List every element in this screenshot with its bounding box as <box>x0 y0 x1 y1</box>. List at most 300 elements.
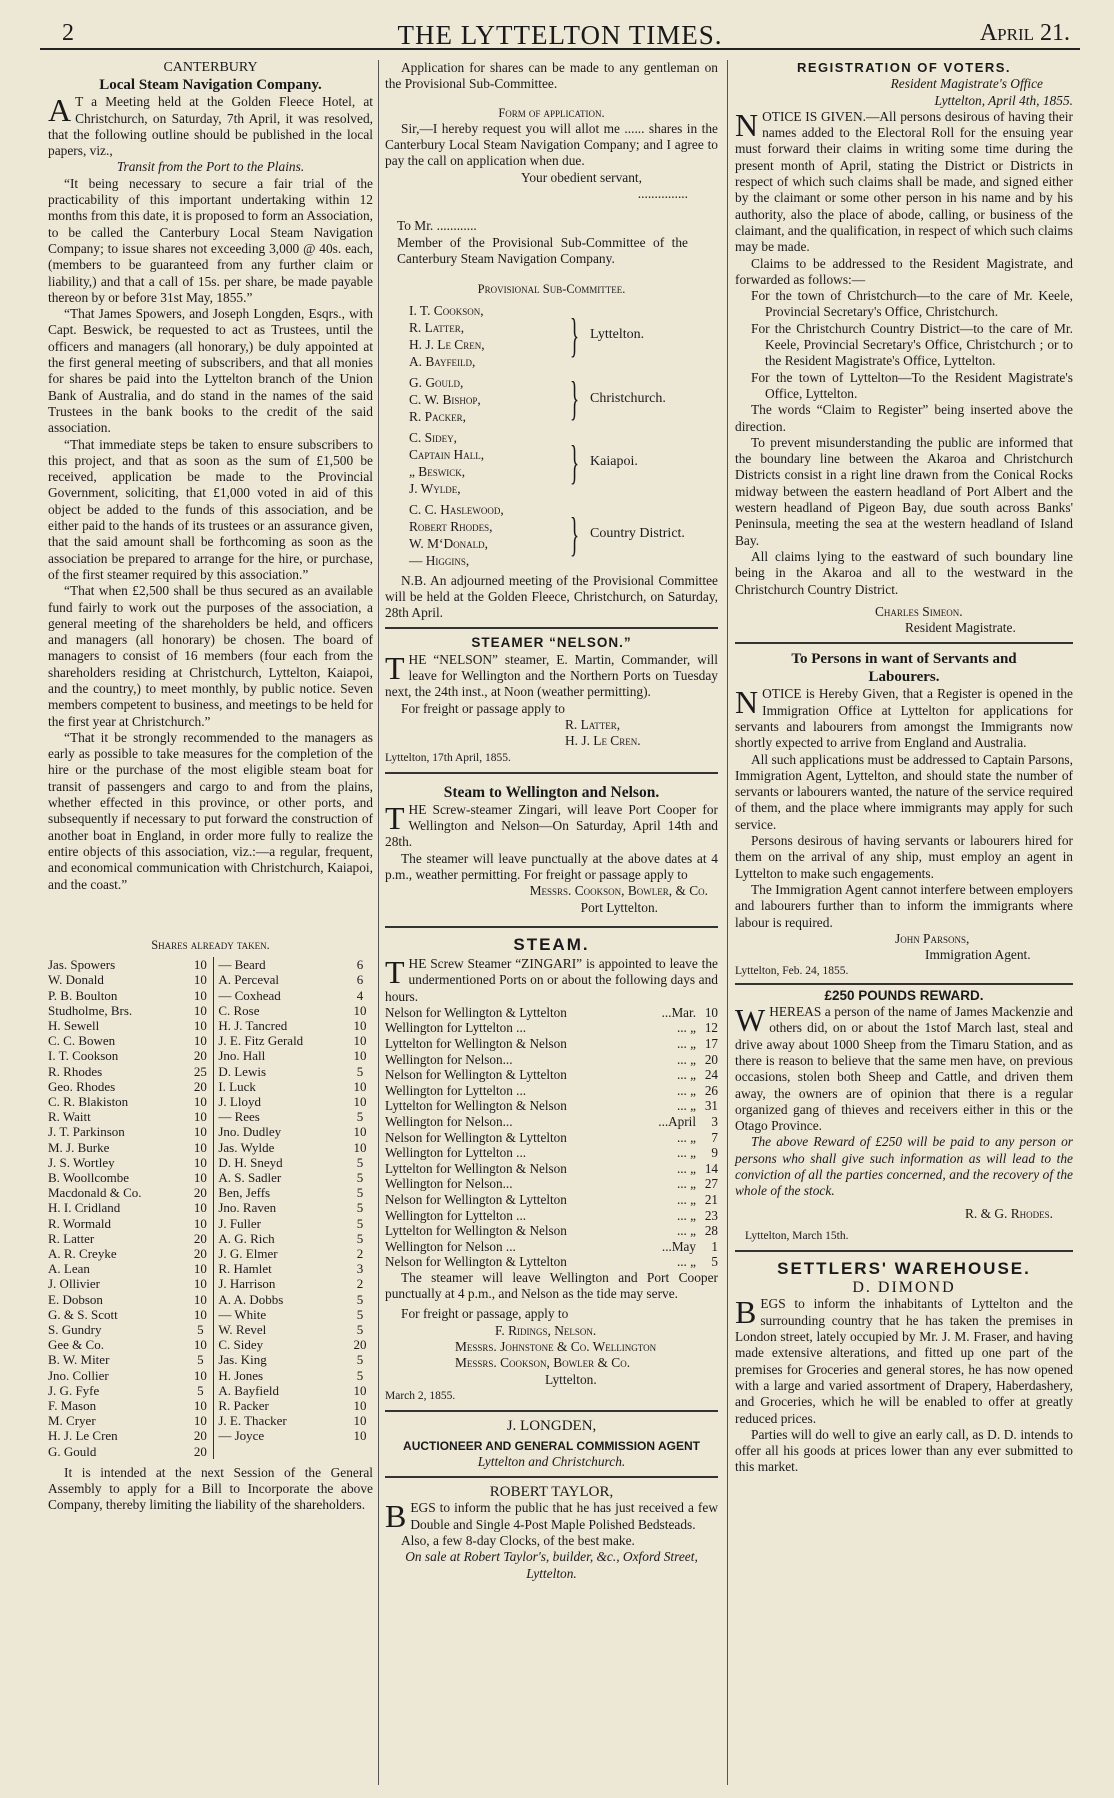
shareholder-name: J. G. Fyfe <box>48 1382 100 1398</box>
share-count: 10 <box>193 1109 207 1125</box>
column-3 <box>735 60 1073 1476</box>
shareholder-name: J. E. Thacker <box>214 1413 347 1428</box>
divider <box>385 772 718 774</box>
share-count: 6 <box>356 972 364 988</box>
signature: R. & G. Rhodes. <box>964 1205 1053 1221</box>
office-line: Resident Magistrate's Office <box>890 76 1043 92</box>
share-count: 5 <box>356 1291 364 1307</box>
committee-member: G. Gould, <box>409 374 464 390</box>
share-count: 20 <box>193 1185 207 1201</box>
form-heading: Form of application. <box>498 105 605 120</box>
column-2 <box>385 60 718 1582</box>
share-count: 10 <box>193 957 207 973</box>
share-count: 5 <box>356 1322 364 1338</box>
share-count: 5 <box>356 1215 364 1231</box>
divider <box>735 642 1073 644</box>
share-count: 5 <box>197 1352 204 1368</box>
ad-place: Lyttelton and Christchurch. <box>477 1453 626 1469</box>
shareholder-name: J. E. Fitz Gerald <box>214 1033 347 1048</box>
shares-row <box>48 1170 373 1185</box>
share-count: 10 <box>353 1413 367 1429</box>
brace-glyph: } <box>569 372 580 426</box>
ad-title: SETTLERS' WAREHOUSE. <box>777 1259 1031 1279</box>
shareholder-name: C. R. Blakiston <box>48 1093 129 1109</box>
day: 31 <box>704 1098 718 1114</box>
month: ... „ <box>676 1067 696 1083</box>
month: ... „ <box>676 1176 696 1192</box>
shareholder-name: H. Jones <box>214 1368 347 1383</box>
schedule-row <box>385 1067 718 1083</box>
month: ... „ <box>676 1098 696 1114</box>
shares-row <box>48 1322 373 1337</box>
article-paragraph: “That immediate steps be taken to ensure subscribers to this project, and that as soon as the sum of £1,500 be received, application be made to the Provincial Government, soliciting, that £1,000 voted in aid of this object be added to the funds of this association, and be either paid to the hands of its trustees or an assurance given, that the said amount shall be forthcoming as soon as the association be prepared to arrange for the hire, or purchase, of the first steamer required by this association.” <box>48 436 373 582</box>
shareholder-name: R. Rhodes <box>48 1063 103 1079</box>
ad-body: The above Reward of £250 will be paid to any person or persons who shall give such information as will lead to the conviction of all the parties concerned, and the recovery of the whole of the stock. <box>735 1134 1073 1199</box>
shares-row <box>48 988 373 1003</box>
ad-body: All such applications must be addressed to Captain Parsons, Immigration Agent, Lyttelton, and should state the number of servants or labourers wanted, the nature of the service required of them, and the place where immigrants may apply for such service. <box>735 751 1073 832</box>
schedule-row <box>385 1223 718 1239</box>
schedule-row <box>385 1052 718 1068</box>
shareholder-name: — Beard <box>214 957 347 972</box>
shareholder-name: J. Lloyd <box>214 1094 347 1109</box>
route: Nelson for Wellington & Lyttelton <box>385 1254 567 1270</box>
ad-body: THE Screw-steamer Zingari, will leave Port Cooper for Wellington and Nelson—On Saturday, April 14th and 28th. <box>385 799 718 850</box>
schedule-row <box>385 1036 718 1052</box>
share-count: 10 <box>353 1428 367 1444</box>
committee-group <box>409 429 718 497</box>
share-count: 5 <box>356 1352 364 1368</box>
share-count: 5 <box>356 1185 364 1201</box>
newspaper-title: THE LYTTELTON TIMES. <box>397 20 723 50</box>
schedule-row <box>385 1083 718 1099</box>
schedule-row <box>385 1098 718 1114</box>
share-count: 10 <box>193 987 207 1003</box>
shares-row <box>48 1094 373 1109</box>
committee-names <box>409 374 559 425</box>
schedule-row <box>385 1114 718 1130</box>
ad-date: Lyttelton, 17th April, 1855. <box>385 751 511 764</box>
month: ... „ <box>676 1035 696 1051</box>
share-count: 10 <box>353 1382 367 1398</box>
shareholder-name: A. G. Rich <box>214 1231 347 1246</box>
schedule-row <box>385 1239 718 1255</box>
shares-row <box>48 1398 373 1413</box>
shareholder-name: Jno. Raven <box>214 1200 347 1215</box>
ad-body: NOTICE is Hereby Given, that a Register is opened in the Immigration Office at Lyttelton for applications for servants and labourers from amongst the Immigrants now shortly expected to arrive from England and Australia. <box>735 684 1073 751</box>
committee-member: A. Bayfeild, <box>409 353 476 369</box>
shareholder-name: W. Revel <box>214 1322 347 1337</box>
shareholder-name: R. Wormald <box>48 1215 111 1231</box>
shareholder-name: — White <box>214 1307 347 1322</box>
shares-row <box>48 1444 373 1459</box>
ad-body: BEGS to inform the public that he has just received a few Double and Single 4-Post Maple Polished Bedsteads. <box>385 1498 718 1535</box>
shareholder-name <box>214 1444 347 1459</box>
article-paragraph: “That James Spowers, and Joseph Longden, Esqrs., with Capt. Beswick, be requested to act as Trustees, until the officers and managers (all honorary,) be duly appointed at the first general meeting of subscribers, and that all monies for shares be paid into the Lyttelton branch of the Union Bank of Australia, and do stand in the names of the said Trustees in the bank books to the credit of the said association. <box>48 306 373 436</box>
drop-cap: N <box>735 684 759 721</box>
share-count: 5 <box>356 1306 364 1322</box>
list-item: For the town of Lyttelton—To the Resident Magistrate's Office, Lyttelton. <box>751 369 1073 401</box>
shares-row <box>48 1109 373 1124</box>
month: ...April <box>658 1113 696 1129</box>
committee-member: H. J. Le Cren, <box>409 336 485 352</box>
share-count: 10 <box>193 1017 207 1033</box>
shareholder-name: A. Bayfield <box>214 1383 347 1398</box>
divider <box>385 627 718 629</box>
shareholder-name: — Joyce <box>214 1428 347 1443</box>
share-count: 5 <box>356 1367 364 1383</box>
month: ...May <box>661 1238 696 1254</box>
ad-title: J. LONGDEN, <box>506 1418 597 1435</box>
ad-title: ROBERT TAYLOR, <box>489 1484 614 1501</box>
share-count: 5 <box>356 1200 364 1216</box>
divider <box>735 1250 1073 1252</box>
committee-group <box>409 302 718 370</box>
ad-body: For freight or passage, apply to <box>401 1306 569 1322</box>
route: Nelson for Wellington & Lyttelton <box>385 1191 567 1207</box>
committee-member: C. W. Bishop, <box>409 391 481 407</box>
shareholder-name: D. Lewis <box>214 1064 347 1079</box>
share-count: 10 <box>193 1200 207 1216</box>
shareholder-name: Ben, Jeffs <box>214 1185 347 1200</box>
share-count: 10 <box>193 1306 207 1322</box>
share-count: 20 <box>193 1048 207 1064</box>
day: 1 <box>711 1238 718 1254</box>
share-count: 10 <box>353 1398 367 1414</box>
ad-body: For freight or passage apply to <box>401 700 565 716</box>
day: 21 <box>704 1191 718 1207</box>
shareholder-name: Geo. Rhodes <box>48 1078 116 1094</box>
shareholder-name: B. Woollcombe <box>48 1169 130 1185</box>
committee-member: R. Packer, <box>409 408 466 424</box>
month: ... „ <box>676 1082 696 1098</box>
share-count: 10 <box>353 1048 367 1064</box>
route: Lyttelton for Wellington & Nelson <box>385 1223 567 1239</box>
shareholder-name: C. Rose <box>214 1003 347 1018</box>
agent-name: F. Ridings, Nelson. <box>495 1322 597 1338</box>
share-count: 5 <box>356 1109 364 1125</box>
share-count: 10 <box>353 1002 367 1018</box>
ad-body: Parties will do well to give an early call, as D. D. intends to offer all his goods at prices lower than any ever submitted to this market. <box>735 1426 1073 1475</box>
shareholder-name: R. Hamlet <box>214 1261 347 1276</box>
agent-name: Messrs. Cookson, Bowler, & Co. <box>529 883 708 899</box>
drop-cap: B <box>735 1294 757 1331</box>
shareholder-name: R. Latter <box>48 1230 95 1246</box>
share-count: 20 <box>193 1246 207 1261</box>
article-paragraph: It is intended at the next Session of the General Assembly to apply for a Bill to Incorporate the above Company, thereby limiting the liability of the shareholders. <box>48 1464 373 1513</box>
committee-place: Kaiapoi. <box>590 454 638 470</box>
shareholder-name: M. J. Burke <box>48 1139 110 1155</box>
share-count: 10 <box>193 1033 207 1049</box>
schedule-row <box>385 1176 718 1192</box>
sailing-schedule <box>385 1005 718 1270</box>
shares-row <box>48 1124 373 1139</box>
route: Nelson for Wellington & Lyttelton <box>385 1004 567 1020</box>
shares-row <box>48 972 373 987</box>
share-count: 4 <box>356 987 364 1003</box>
share-count: 5 <box>356 1063 364 1079</box>
share-count: 10 <box>193 1413 207 1429</box>
shares-row <box>48 1018 373 1033</box>
divider <box>385 1476 718 1478</box>
ad-body: All claims lying to the eastward of such boundary line being in the Akaroa and all to the westward in the Christchurch Country District. <box>735 548 1073 597</box>
shareholder-name: J. Ollivier <box>48 1276 100 1292</box>
schedule-row <box>385 1005 718 1021</box>
shareholder-name: I. T. Cookson <box>48 1048 119 1064</box>
shares-row <box>48 1276 373 1291</box>
ad-body: WHEREAS a person of the name of James Mackenzie and others did, on or about the 1stof March last, steal and drive away about 1000 Sheep from the Timaru Station, and as there is reason to believe that the same men have, on previous occasions, stolen both Sheep and Cattle, and driven them away, the owners are of opinion that there is a regular organized gang of thieves and receivers either in this or the Otago Province. <box>735 1002 1073 1134</box>
shares-row <box>48 1064 373 1079</box>
schedule-row <box>385 1130 718 1146</box>
brace-glyph: } <box>569 308 580 362</box>
day: 7 <box>711 1129 718 1145</box>
signature-title: Immigration Agent. <box>925 947 1031 963</box>
article-paragraph: “That it be strongly recommended to the managers as early as possible to take measures for the completion of the hire or the purchase of the most eligible steam boat for transit of passengers and cargo to and from the plains, whether effected in this province, or other ports, and subsequently if necessary to put forward the construction of another boat in England, in order more fully to realize the entire objects of this association, viz.:—a regular, frequent, and economical communication with Christchurch, Kaiapoi, and the coast.” <box>48 729 373 892</box>
schedule-row <box>385 1161 718 1177</box>
shares-heading: Shares already taken. <box>151 937 270 952</box>
shareholder-name: J. T. Parkinson <box>48 1124 125 1140</box>
share-count: 2 <box>356 1276 364 1292</box>
route: Nelson for Wellington & Lyttelton <box>385 1129 567 1145</box>
share-count: 10 <box>353 1093 367 1109</box>
ad-title: STEAMER “NELSON.” <box>471 635 632 651</box>
day: 3 <box>711 1113 718 1129</box>
route: Lyttelton for Wellington & Nelson <box>385 1160 567 1176</box>
ad-address: On sale at Robert Taylor's, builder, &c., Oxford Street, Lyttelton. <box>405 1549 698 1581</box>
shares-row <box>48 1261 373 1276</box>
ad-date: Lyttelton, Feb. 24, 1855. <box>735 965 849 978</box>
signature: John Parsons, <box>895 930 970 946</box>
shareholder-name: R. Packer <box>214 1398 347 1413</box>
committee-member: — Higgins, <box>409 552 470 568</box>
committee-place: Christchurch. <box>590 390 666 406</box>
share-count: 10 <box>193 1169 207 1185</box>
shares-row <box>48 1413 373 1428</box>
ad-body: NOTICE IS GIVEN.—All persons desirous of having their names added to the Electoral Roll for the ensuing year must forward their claims in writing some time during the present month of April, stating the District or Districts in respect of which such claims shall be made, and signed either by the claimant or some other person in his name and by his authority, also the place of abode, calling, or business of the claimant, and the qualification, in respect of which such claims may be made. <box>735 106 1074 255</box>
share-count: 10 <box>193 1002 207 1018</box>
month: ... „ <box>676 1254 696 1270</box>
day: 12 <box>704 1020 718 1036</box>
route: Wellington for Lyttelton ... <box>385 1020 527 1036</box>
share-count: 10 <box>193 1139 207 1155</box>
shares-row <box>48 957 373 972</box>
share-count: 2 <box>356 1246 364 1261</box>
committee-list <box>385 302 718 569</box>
brace-glyph: } <box>569 507 580 561</box>
ad-title: REGISTRATION OF VOTERS. <box>796 60 1012 75</box>
ad-title: Steam to Wellington and Nelson. <box>443 783 660 801</box>
month: ... „ <box>676 1020 696 1036</box>
committee-place: Country District. <box>590 526 685 542</box>
share-count: 10 <box>353 1017 367 1033</box>
day: 5 <box>711 1254 718 1270</box>
shareholder-name: Jno. Collier <box>48 1367 109 1383</box>
article-paragraph: “That when £2,500 shall be thus secured as an available fund fairly to work out the purposes of the association, a general meeting of the shareholders be held, and officers and managers (all honorary) be chosen. The board of managers to consist of 16 members (four each from the shareholders residing at Christchurch, Lyttelton, Kaiapoi, and the country,) to meet monthly, by public notice. Seven members competent to business, and meetings to be held for the first year at Christchurch.” <box>48 583 373 729</box>
day: 23 <box>704 1207 718 1223</box>
share-count: 20 <box>353 1337 367 1353</box>
shareholder-name: A. Perceval <box>214 972 347 987</box>
shareholder-name: J. Fuller <box>214 1216 347 1231</box>
committee-member: „ Beswick, <box>409 463 466 479</box>
shareholder-name: A. S. Sadler <box>214 1170 347 1185</box>
shareholder-name: Jno. Dudley <box>214 1124 347 1139</box>
share-count: 5 <box>356 1169 364 1185</box>
route: Wellington for Lyttelton ... <box>385 1145 527 1161</box>
shareholder-name: Macdonald & Co. <box>48 1185 142 1201</box>
share-count: 10 <box>193 972 207 988</box>
committee-member: Robert Rhodes, <box>409 518 493 534</box>
share-count: 25 <box>193 1063 207 1079</box>
shareholder-name: Gee & Co. <box>48 1337 104 1353</box>
committee-group <box>409 501 718 569</box>
share-count: 10 <box>353 1124 367 1140</box>
route: Wellington for Nelson... <box>385 1051 513 1067</box>
shareholder-name: C. C. Bowen <box>48 1033 116 1049</box>
committee-heading: Provisional Sub-Committee. <box>477 282 626 297</box>
shareholder-name: J. G. Elmer <box>214 1246 347 1261</box>
schedule-row <box>385 1254 718 1270</box>
share-count: 20 <box>193 1428 207 1444</box>
article-paragraph: “It being necessary to secure a fair trial of the practicability of this important undertaking within 12 months from this date, it is proposed to form an Association, to be called the Canterbury Local Steam Navigation Company; to issue shares not exceeding 3,000 @ 40s. each, (members to be guaranteed from any further claim or liability,) and that a call of 15s. per share, be made payable thereon by or before 31st May, 1855.” <box>48 175 373 305</box>
day: 28 <box>704 1223 718 1239</box>
drop-cap: T <box>385 953 405 990</box>
shareholder-name: E. Dobson <box>48 1291 103 1307</box>
month: ... „ <box>676 1160 696 1176</box>
month: ... „ <box>676 1129 696 1145</box>
ad-body: Claims to be addressed to the Resident Magistrate, and forwarded as follows:— <box>735 255 1073 287</box>
share-count: 10 <box>193 1337 207 1353</box>
shares-row <box>48 1428 373 1443</box>
ad-body: Also, a few 8-day Clocks, of the best make. <box>401 1533 635 1549</box>
shareholder-name: J. S. Wortley <box>48 1154 115 1170</box>
shareholder-name: R. Waitt <box>48 1109 91 1125</box>
day: 9 <box>711 1145 718 1161</box>
shares-row <box>48 1216 373 1231</box>
committee-member: W. M‘Donald, <box>409 535 488 551</box>
shareholder-name: D. H. Sneyd <box>214 1155 347 1170</box>
shareholder-name: Jas. Spowers <box>48 957 116 973</box>
ad-body: The words “Claim to Register” being inserted above the direction. <box>735 402 1073 434</box>
shares-row <box>48 1155 373 1170</box>
form-signature-line: ............... <box>637 186 688 202</box>
committee-names <box>409 429 559 497</box>
ad-body: THE “NELSON” steamer, E. Martin, Commander, will leave for Wellington and the Northern Ports on Tuesday next, the 24th inst., at Noon (weather permitting). <box>385 649 718 700</box>
schedule-row <box>385 1145 718 1161</box>
ad-heading: CANTERBURY <box>163 60 258 75</box>
shares-row <box>48 1033 373 1048</box>
share-count: 10 <box>193 1398 207 1414</box>
shareholder-name: G. & S. Scott <box>48 1306 118 1322</box>
route: Wellington for Nelson... <box>385 1113 513 1129</box>
day: 26 <box>704 1082 718 1098</box>
shares-row <box>48 1307 373 1322</box>
share-count: 10 <box>193 1124 207 1140</box>
divider <box>735 983 1073 985</box>
drop-cap: W <box>735 1002 766 1039</box>
share-count: 20 <box>193 1230 207 1246</box>
ad-body: The Immigration Agent cannot interfere between employers and labourers further than to inform the immigrants where labour is required. <box>735 881 1073 930</box>
shareholder-name: P. B. Boulton <box>48 987 118 1003</box>
form-body: Sir,—I hereby request you will allot me ...... shares in the Canterbury Local Steam Navigation Company; and I agree to pay the call on application when due. <box>385 120 718 169</box>
divider <box>385 926 718 928</box>
committee-names <box>409 501 559 569</box>
share-count: 5 <box>356 1230 364 1246</box>
agent-place: Lyttelton. <box>545 1371 597 1387</box>
shares-row <box>48 1292 373 1307</box>
shares-row <box>48 1337 373 1352</box>
shareholder-name: S. Gundry <box>48 1322 102 1338</box>
committee-member: I. T. Cookson, <box>409 302 484 318</box>
month: ... „ <box>676 1145 696 1161</box>
list-item: For the town of Christchurch—to the care of Mr. Keele, Provincial Secretary's Office, Christchurch. <box>751 288 1073 320</box>
committee-member: R. Latter, <box>409 319 465 335</box>
ad-body: The steamer will leave punctually at the above dates at 4 p.m., weather permitting. For freight or passage apply to <box>385 850 718 883</box>
committee-names <box>409 302 559 370</box>
share-count: 5 <box>356 1154 364 1170</box>
month: ... „ <box>676 1207 696 1223</box>
column-divider <box>378 60 379 1785</box>
signature-title: Resident Magistrate. <box>905 620 1016 636</box>
committee-member: C. C. Haslewood, <box>409 501 504 517</box>
shareholder-name: I. Luck <box>214 1079 347 1094</box>
form-to: To Mr. ............ <box>397 218 477 234</box>
route: Wellington for Nelson ... <box>385 1238 516 1254</box>
article-paragraph: A T a Meeting held at the Golden Fleece Hotel, at Christchurch, on Saturday, 7th April, it was resolved, that the following outline should be published in the local papers, viz., <box>48 92 373 159</box>
shares-row <box>48 1368 373 1383</box>
shareholder-name: Jas. King <box>214 1352 347 1367</box>
share-count: 10 <box>353 1078 367 1094</box>
committee-member: J. Wylde, <box>409 480 461 496</box>
shares-row <box>48 1185 373 1200</box>
day: 17 <box>704 1035 718 1051</box>
notice-paragraph: N.B. An adjourned meeting of the Provisional Committee will be held at the Golden Fleece, Christchurch, on Saturday, 28th April. <box>385 572 718 621</box>
shares-row <box>48 1246 373 1261</box>
shareholder-name: Jno. Hall <box>214 1048 347 1063</box>
signature: Charles Simeon. <box>875 603 963 619</box>
route: Wellington for Lyttelton ... <box>385 1082 527 1098</box>
form-member: Member of the Provisional Sub-Committee of the Canterbury Steam Navigation Company. <box>397 234 688 266</box>
divider <box>385 1410 718 1412</box>
shares-row <box>48 1383 373 1398</box>
shareholder-name: A. A. Dobbs <box>214 1292 347 1307</box>
route: Lyttelton for Wellington & Nelson <box>385 1035 567 1051</box>
shareholder-name: H. J. Tancred <box>214 1018 347 1033</box>
schedule-row <box>385 1020 718 1036</box>
column-divider <box>727 60 728 1785</box>
share-count: 5 <box>197 1382 204 1398</box>
ad-date: Lyttelton, March 15th. <box>745 1229 849 1242</box>
ad-body: BEGS to inform the inhabitants of Lyttelton and the surrounding country that he has taken the premises in London street, lately occupied by Mr. J. M. Fraser, and having made extensive alterations, and fitted up one part of the premises for Groceries and general stores, he has now opened with a large and varied assortment of Drapery, Haberdashery, and Groceries, which he will be enabled to offer at greatly reduced prices. <box>735 1294 1073 1426</box>
drop-cap: N <box>735 106 759 143</box>
shareholder-name: — Rees <box>214 1109 347 1124</box>
drop-cap: B <box>385 1498 407 1535</box>
drop-cap: T <box>385 649 405 686</box>
share-count: 20 <box>193 1078 207 1094</box>
shareholder-name: — Coxhead <box>214 988 347 1003</box>
shareholder-name: H. I. Cridland <box>48 1200 121 1216</box>
ad-date: March 2, 1855. <box>385 1389 456 1402</box>
article-subheading: Transit from the Port to the Plains. <box>116 159 305 175</box>
drop-cap: A <box>48 92 72 129</box>
masthead <box>40 18 1080 50</box>
shares-row <box>48 1231 373 1246</box>
column-1 <box>48 60 373 1514</box>
agent-name: H. J. Le Cren. <box>565 733 641 749</box>
agent-name: R. Latter, <box>565 716 621 732</box>
shares-row <box>48 1200 373 1215</box>
share-count: 3 <box>356 1261 364 1277</box>
share-count: 10 <box>193 1093 207 1109</box>
page-number: 2 <box>62 20 74 46</box>
